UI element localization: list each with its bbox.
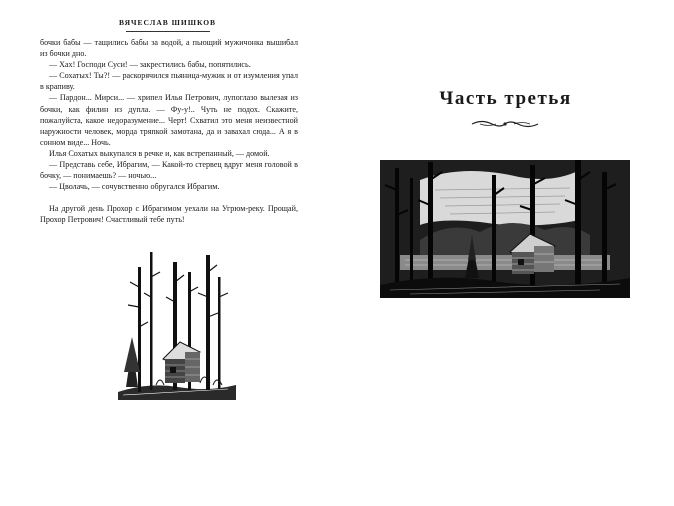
body-text [40, 37, 298, 226]
paragraph: — Сохатых! Ты?! — раскорячился пьяница-мужик и от изумления упал в крапиву. [40, 71, 298, 92]
paragraph-spacer [40, 192, 298, 203]
paragraph: — Хах! Господи Суси! — закрестились бабы, попятились. [49, 60, 251, 70]
right-page [337, 0, 674, 506]
paragraph: — Представь себе, Ибрагим, — Какой-то стервец вдруг меня головой в бочку, — понимаешь? — ночью... [40, 160, 298, 181]
forest-hut-illustration [118, 247, 236, 400]
paragraph: бочки бабы — тащились бабы за водой, а пьющий мужичонка вышибал из бочки дно. [40, 38, 298, 59]
part-title: Часть третья [439, 88, 572, 109]
running-head: ВЯЧЕСЛАВ ШИШКОВ [118, 18, 217, 27]
running-head-rule [126, 31, 210, 32]
title-ornament [470, 118, 540, 130]
paragraph: Илья Сохатых выкупался в речке и, как встрепанный, — домой. [49, 148, 270, 158]
paragraph: — Цволачь, — сочувственно обругался Ибрагим. [49, 182, 220, 192]
paragraph: — Пардон... Мирси... — хрипел Илья Петрович, лупоглазо вылезая из бочки, как филин из дупла. — Фу-у!.. Чуть не подох. Скажите, пожалуйста, какое недоразумение... Черт! Схватил это меня неизвестной наружности человек, морда тряпкой замотана, да и завахал сюда... А я в сонном виде... Ночь. [40, 93, 298, 147]
paragraph: На другой день Прохор с Ибрагимом уехали на Угрюм-реку. Прощай, Прохор Петрович! Счастливый тебе путь! [40, 204, 298, 225]
taiga-hut-engraving [380, 160, 630, 298]
